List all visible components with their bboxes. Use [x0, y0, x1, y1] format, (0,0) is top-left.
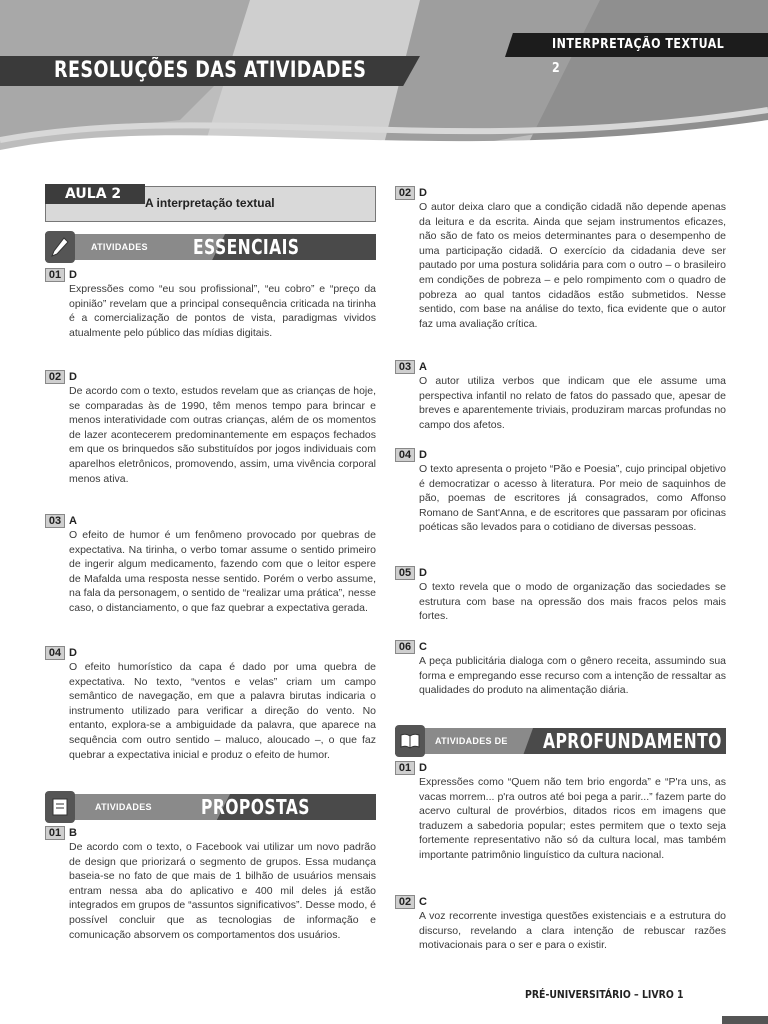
question-number: 04 [395, 448, 415, 462]
question-number: 02 [395, 895, 415, 909]
answer-text: O autor deixa claro que a condição cidadã não depende apenas da leitura e da escrita. Ainda que sejam instrumentos eficazes, não são de fato os meios determinantes para o desempenho de uma participação cidadã. O exercício da cidadania deve ser pautado por uma postura solidária para com o outro – o brasileiro em condições de pobreza – e pelo rompimento com o quadro de pobreza ao qual tantos cidadãos estão submetidos. Nesse sentido, com base na análise do texto, fica evidente que o autor faz uma avaliação crítica. [419, 201, 726, 330]
section-small-label: ATIVIDADES [91, 242, 148, 252]
answer-text: O texto apresenta o projeto “Pão e Poesia”, cujo principal objetivo é democratizar o acesso à literatura. Por meio de saquinhos de pão, poemas de escritores já consagrados, como Affonso Romano de Sant'Anna, e de escritores que passaram por oficinas poéticas são levados para o cotidiano de diversas pessoas. [419, 463, 726, 534]
section-header-propostas [45, 794, 376, 820]
pencil-icon [45, 231, 75, 263]
answer-text: Expressões como “eu sou profissional”, “eu cobro” e “preço da opinião” revelam que a principal consequência criticada na tirinha é a comercialização de pontos de vista, paradigmas vividos atualmente pelo público das mídias digitais. [69, 283, 376, 339]
answer-text: A voz recorrente investiga questões existenciais e a estrutura do discurso, revelando a clara intenção de rebuscar razões motivacionais para o ser e para o existir. [419, 910, 726, 952]
question-number: 04 [45, 646, 65, 660]
question-number: 01 [395, 761, 415, 775]
answer-letter: D [69, 647, 77, 659]
answer-text: De acordo com o texto, o Facebook vai utilizar um novo padrão de design que priorizará o segmento de grupos. Essa mudança baseia-se no fato de que mais de 1 bilhão de usuários mensais entram nessa aba do aplicativo e 400 mil deles já estão integrados em grupos de “assuntos significativos”. Desse modo, é possível concluir que as tecnologias de informação e comunicação absorvem os comportamentos dos usuários. [69, 841, 376, 941]
question-number: 06 [395, 640, 415, 654]
answer-letter: D [419, 449, 427, 461]
section-small-label: ATIVIDADES [95, 802, 152, 812]
notebook-icon [45, 791, 75, 823]
aula-tag: AULA 2 [45, 184, 145, 204]
answer-letter: D [419, 762, 427, 774]
answer-text: Expressões como “Quem não tem brio engorda” e “P'ra uns, as vacas morrem... p'ra outros até boi pega a parir...” fazem parte do acervo cultural de provérbios, ditados ricos em imagens que traduzem a sabedoria popular; estes permitem que o texto seja fortemente representativo não só da cultura local, mas também importante patrimônio linguístico da cultura nacional. [419, 776, 726, 861]
question-number: 01 [45, 826, 65, 840]
answer-letter: C [419, 641, 427, 653]
section-big-label: ESSENCIAIS [193, 235, 300, 259]
page-title: RESOLUÇÕES DAS ATIVIDADES [54, 58, 367, 83]
question-number: 02 [395, 186, 415, 200]
answer-text: O efeito de humor é um fenômeno provocado por quebras de expectativa. Na tirinha, o verbo tomar assume o sentido primeiro de ingerir algum medicamento, fazendo com que o leitor espere de Mafalda uma resposta nesse sentido. Porém o verbo assume, na fala da personagem, o sentido de “realizar uma prática”, nesse caso, o distanciamento, o que faz quebrar a expectativa gerada. [69, 529, 376, 614]
answer-letter: D [69, 269, 77, 281]
section-header-aprofundamento [395, 728, 726, 754]
answer-letter: D [419, 567, 427, 579]
answer-letter: D [419, 187, 427, 199]
question-number: 05 [395, 566, 415, 580]
corner-tab [722, 1016, 768, 1024]
question-number: 01 [45, 268, 65, 282]
question-number: 03 [395, 360, 415, 374]
question-number: 02 [45, 370, 65, 384]
section-title: INTERPRETAÇÃO TEXTUAL 2 [552, 37, 725, 76]
answer-text: O efeito humorístico da capa é dado por uma quebra de expectativa. No texto, “ventos e velas” criam um campo semântico de navegação, em que a palavra birutas indicaria o instrumento utilizado para verificar a direção do vento. No entanto, explora-se a ambiguidade da palavra, que aparece na sequência com outro sentido – maluco, aloucado –, o que faz quebrar a expectativa inicial e produz o efeito de humor. [69, 661, 376, 761]
answer-text: O texto revela que o modo de organização das sociedades se estrutura com base na opressão dos mais fracos pelos mais fortes. [419, 581, 726, 623]
aula-subtitle: A interpretação textual [145, 196, 275, 210]
answer-letter: B [69, 827, 77, 839]
answer-letter: A [419, 361, 427, 373]
question-number: 03 [45, 514, 65, 528]
answer-letter: A [69, 515, 77, 527]
book-icon [395, 725, 425, 757]
answer-letter: C [419, 896, 427, 908]
answer-text: A peça publicitária dialoga com o gênero receita, assumindo sua forma e empregando esse recurso com a intenção de ressaltar as qualidades do produto na alimentação diária. [419, 655, 726, 697]
section-small-label: ATIVIDADES DE [435, 736, 508, 746]
answer-letter: D [69, 371, 77, 383]
section-header-essenciais [45, 234, 376, 260]
answer-text: De acordo com o texto, estudos revelam que as crianças de hoje, se comparadas às de 1990, têm menos tempo para brincar e menos interatividade com outras crianças, além de os momentos de lazer acontecerem predominantemente em espaços fechados em que os brinquedos são substituídos por jogos individuais com aparelhos eletrônicos, promovendo, assim, uma vivência corporal menos ativa. [69, 385, 376, 485]
answer-text: O autor utiliza verbos que indicam que ele assume uma perspectiva infantil no relato de fatos do passado que, apesar de breves e aparentemente triviais, produziram marcas profundas no campo dos afetos. [419, 375, 726, 431]
section-big-label: PROPOSTAS [201, 795, 310, 819]
page-footer: PRÉ-UNIVERSITÁRIO – LIVRO 1 [525, 988, 684, 1001]
section-big-label: APROFUNDAMENTO [543, 729, 722, 753]
